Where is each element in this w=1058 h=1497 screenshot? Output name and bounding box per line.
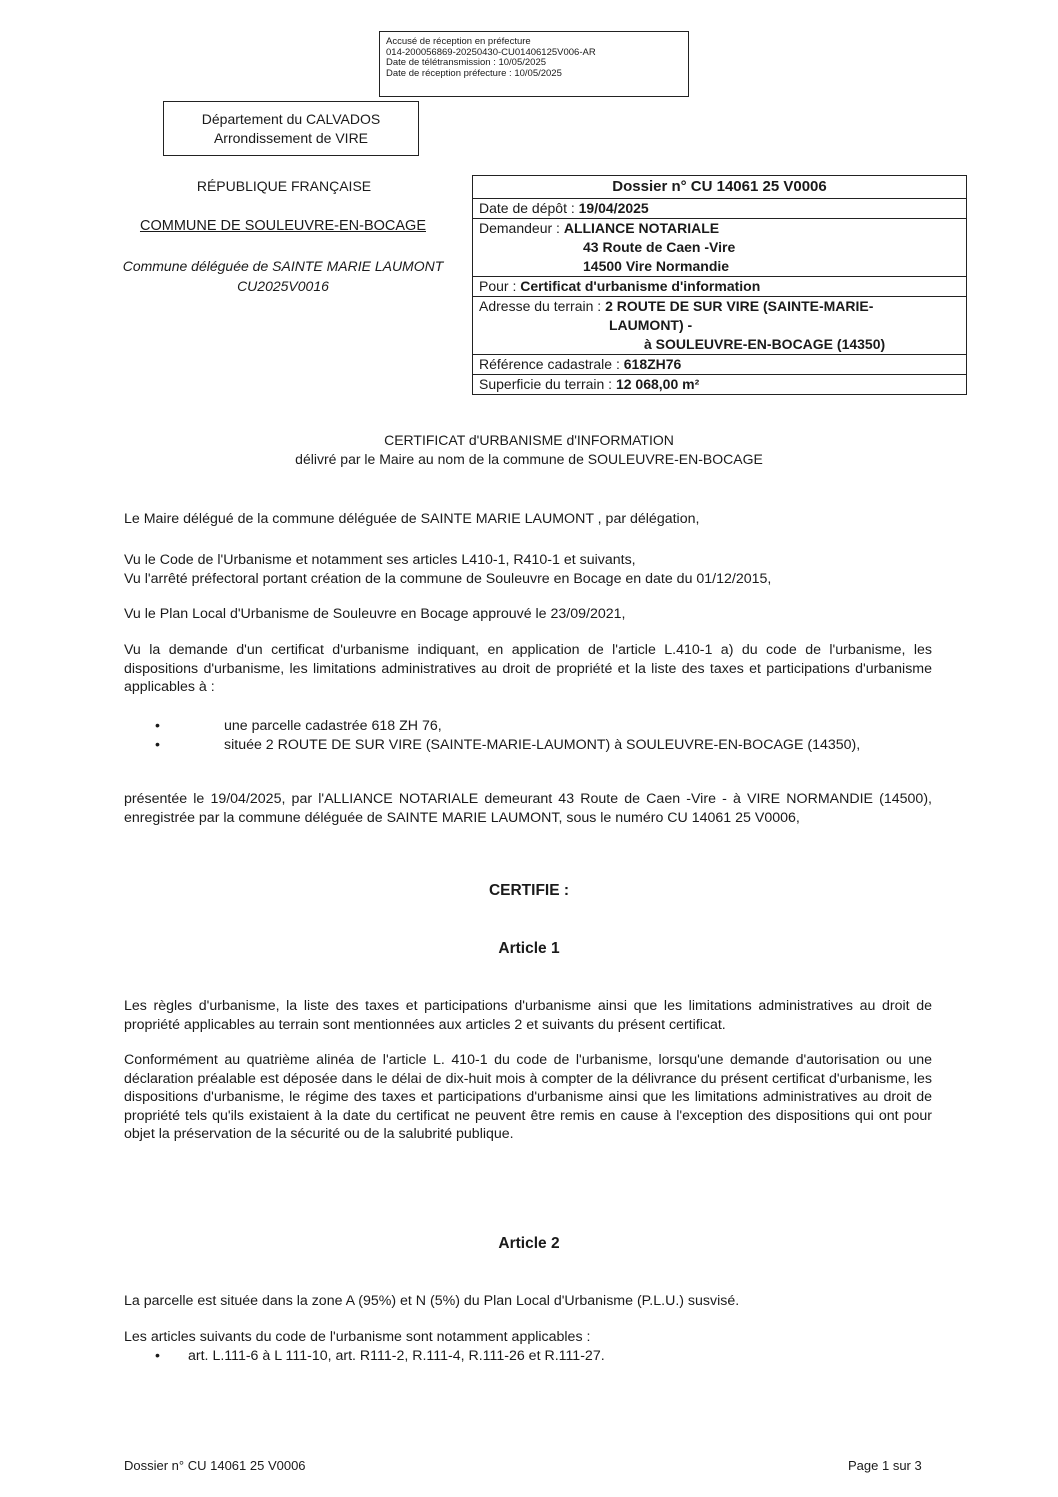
deposit-date-label: Date de dépôt : bbox=[479, 200, 579, 216]
parcel-bullet: une parcelle cadastrée 618 ZH 76, bbox=[224, 718, 442, 734]
vu-demande: Vu la demande d'un certificat d'urbanisme indiquant, en application de l'article L.410-1 a) du code de l'urbanisme, les dispositions d'urbanisme, les limitations administratives au droit de propriété et la liste des taxes et participations d'urbanisme applicables à : bbox=[124, 642, 932, 695]
bullet-icon: • bbox=[155, 736, 160, 753]
bullet-icon: • bbox=[155, 718, 160, 734]
list-item bbox=[155, 717, 932, 736]
certificate-title-block bbox=[100, 431, 958, 469]
department-name: Département du CALVADOS bbox=[201, 111, 381, 127]
department-box bbox=[163, 101, 419, 156]
dossier-table bbox=[472, 175, 967, 395]
purpose-label: Pour : bbox=[479, 278, 521, 294]
land-address-row bbox=[473, 296, 966, 354]
purpose-value: Certificat d'urbanisme d'information bbox=[520, 278, 761, 294]
local-reference: CU2025V0016 bbox=[237, 278, 329, 294]
applicant-address-1: 43 Route de Caen -Vire bbox=[583, 239, 736, 255]
stamp-line-3: Date de télétransmission : 10/05/2025 bbox=[386, 57, 547, 68]
stamp-line-4: Date de réception préfecture : 10/05/2025 bbox=[386, 67, 562, 79]
article-2-paragraph-2: Les articles suivants du code de l'urbanisme sont notamment applicables : bbox=[124, 1329, 591, 1345]
vu-arrete-prefectoral: Vu l'arrêté préfectoral portant création de la commune de Souleuvre en Bocage en date du 01/12/2015, bbox=[124, 571, 772, 587]
articles-bullet: art. L.111-6 à L 111-10, art. R111-2, R.111-4, R.111-26 et R.111-27. bbox=[188, 1348, 605, 1364]
land-address-line-2: LAUMONT) - bbox=[609, 317, 693, 333]
republic-heading: RÉPUBLIQUE FRANÇAISE bbox=[196, 178, 372, 194]
article-2-bullet-list bbox=[155, 1347, 932, 1366]
article-1-heading: Article 1 bbox=[498, 940, 560, 957]
area-value: 12 068,00 m² bbox=[615, 376, 700, 392]
list-item bbox=[155, 736, 932, 755]
applicant-label: Demandeur : bbox=[479, 220, 564, 236]
presentation-paragraph: présentée le 19/04/2025, par l'ALLIANCE NOTARIALE demeurant 43 Route de Caen -Vire - à VIRE NORMANDIE (14500), enregistrée par la commune déléguée de SAINTE MARIE LAUMONT, sous le numéro CU 14061 25 V0006, bbox=[124, 791, 932, 826]
area-label: Superficie du terrain : bbox=[479, 376, 616, 392]
applicant-row bbox=[473, 218, 966, 276]
land-address-line-1: 2 ROUTE DE SUR VIRE (SAINTE-MARIE- bbox=[605, 298, 874, 314]
applicant-address-2: 14500 Vire Normandie bbox=[583, 258, 730, 274]
vu-code-urbanisme: Vu le Code de l'Urbanisme et notamment ses articles L410-1, R410-1 et suivants, bbox=[124, 552, 636, 568]
article-2-heading: Article 2 bbox=[498, 1235, 560, 1252]
purpose-row bbox=[473, 276, 966, 296]
cadastral-row bbox=[473, 354, 966, 374]
reception-stamp bbox=[379, 31, 689, 97]
parcel-bullet-list bbox=[155, 717, 932, 754]
cadastral-label: Référence cadastrale : bbox=[479, 356, 624, 372]
certificate-title: CERTIFICAT d'URBANISME d'INFORMATION bbox=[384, 432, 674, 448]
location-bullet: située 2 ROUTE DE SUR VIRE (SAINTE-MARIE-LAUMONT) à SOULEUVRE-EN-BOCAGE (14350), bbox=[224, 736, 861, 753]
certificate-subtitle: délivré par le Maire au nom de la commune de SOULEUVRE-EN-BOCAGE bbox=[295, 451, 763, 467]
delegated-commune-block bbox=[98, 256, 468, 296]
article-1-paragraph-1: Les règles d'urbanisme, la liste des taxes et participations d'urbanisme ainsi que les limitations administratives au droit de propriété applicables au terrain sont mentionnées aux articles 2 et suivants du présent certificat. bbox=[124, 998, 932, 1033]
footer-page-number: Page 1 sur 3 bbox=[848, 1458, 922, 1473]
list-item bbox=[155, 1347, 932, 1366]
mayor-statement: Le Maire délégué de la commune déléguée de SAINTE MARIE LAUMONT , par délégation, bbox=[124, 511, 700, 527]
deposit-date-row bbox=[473, 198, 966, 218]
stamp-line-1: Accusé de réception en préfecture bbox=[386, 36, 531, 47]
area-row bbox=[473, 374, 966, 394]
article-1-paragraph-2: Conformément au quatrième alinéa de l'article L. 410-1 du code de l'urbanisme, lorsqu'une demande d'autorisation ou une déclaration préalable est déposée dans le délai de dix-huit mois à compter de la délivrance du présent certificat d'urbanisme, les dispositions d'urbanisme, le régime des taxes et participations d'urbanisme ainsi que les limitations administratives au droit de propriété tels qu'ils existaient à la date du certificat ne peuvent être remis en cause à l'exception des dispositions qui ont pour objet la préservation de la sécurité ou de la salubrité publique. bbox=[124, 1052, 932, 1142]
vu-plu: Vu le Plan Local d'Urbanisme de Souleuvre en Bocage approuvé le 23/09/2021, bbox=[124, 606, 626, 622]
stamp-line-2: 014-200056869-20250430-CU01406125V006-AR bbox=[386, 46, 596, 58]
footer-dossier-number: Dossier n° CU 14061 25 V0006 bbox=[124, 1458, 306, 1473]
land-address-line-3: à SOULEUVRE-EN-BOCAGE (14350) bbox=[644, 336, 886, 352]
applicant-name: ALLIANCE NOTARIALE bbox=[563, 220, 720, 236]
delegated-commune-name: Commune déléguée de SAINTE MARIE LAUMONT bbox=[122, 258, 444, 274]
arrondissement-name: Arrondissement de VIRE bbox=[213, 130, 369, 146]
article-2-paragraph-1: La parcelle est située dans la zone A (95%) et N (5%) du Plan Local d'Urbanisme (P.L.U.) susvisé. bbox=[124, 1293, 740, 1309]
commune-heading: COMMUNE DE SOULEUVRE-EN-BOCAGE bbox=[139, 218, 426, 234]
land-address-label: Adresse du terrain : bbox=[479, 298, 606, 314]
certifie-heading: CERTIFIE : bbox=[488, 882, 570, 899]
dossier-number: Dossier n° CU 14061 25 V0006 bbox=[612, 178, 827, 195]
bullet-icon: • bbox=[155, 1348, 160, 1364]
cadastral-value: 618ZH76 bbox=[623, 356, 682, 372]
deposit-date-value: 19/04/2025 bbox=[578, 200, 649, 216]
